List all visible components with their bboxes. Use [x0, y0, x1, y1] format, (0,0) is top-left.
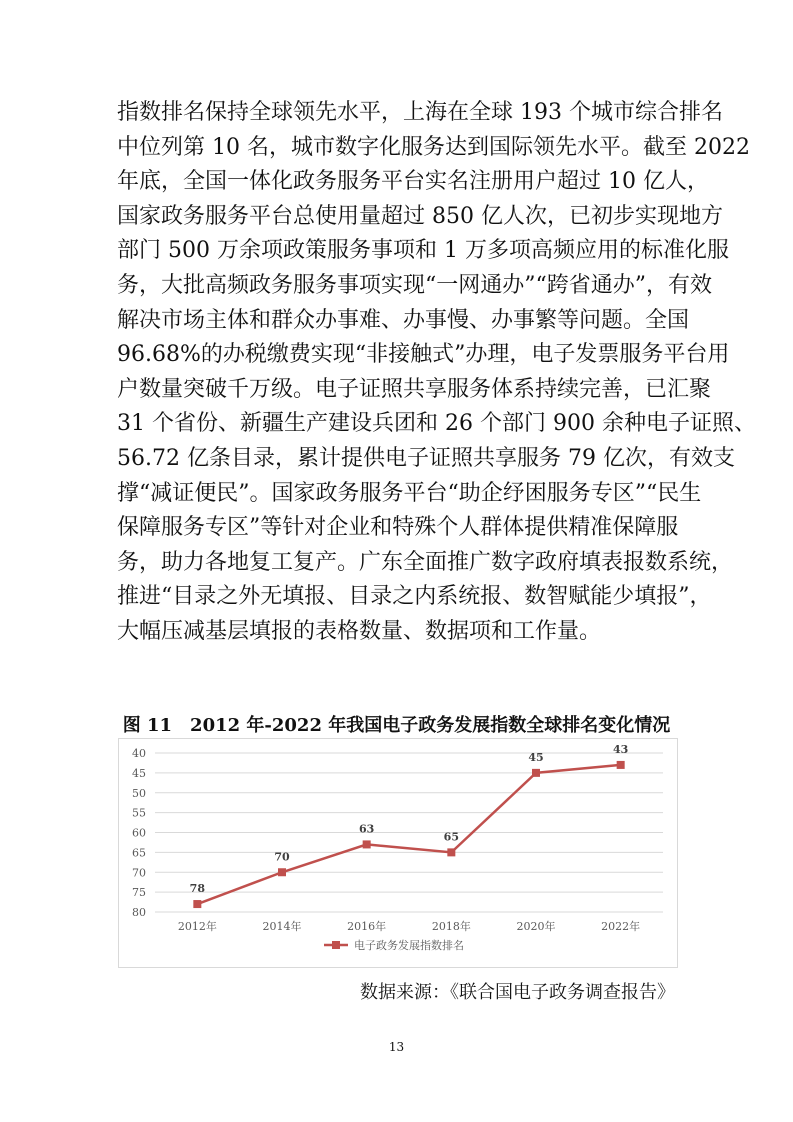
legend-label: 电子政务发展指数排名	[354, 939, 464, 952]
data-point	[532, 769, 540, 777]
x-tick-label: 2012年	[177, 920, 217, 933]
y-tick-label: 45	[132, 766, 146, 780]
figure-title: 图 11 2012 年-2022 年我国电子政务发展指数全球排名变化情况	[122, 715, 671, 736]
paragraph-line: 56.72 亿条目录，累计提供电子证照共享服务 79 亿次，有效支	[117, 445, 735, 471]
paragraph-line: 指数排名保持全球领先水平，上海在全球 193 个城市综合排名	[117, 100, 723, 125]
data-point	[447, 848, 455, 856]
y-tick-label: 80	[132, 906, 146, 919]
data-point	[363, 840, 371, 848]
data-label: 45	[528, 750, 544, 764]
paragraph-line: 解决市场主体和群众办事难、办事慢、办事繁等问题。全国	[117, 307, 690, 333]
paragraph-line: 务，助力各地复工复产。广东全面推广数字政府填表报数系统，	[117, 549, 734, 575]
y-tick-label: 60	[132, 826, 146, 840]
paragraph-line: 部门 500 万余项政策服务事项和 1 万多项高频应用的标准化服	[117, 238, 729, 264]
chart-frame	[118, 738, 678, 968]
legend-marker	[332, 941, 340, 949]
data-point	[617, 761, 625, 769]
y-tick-label: 75	[132, 886, 146, 900]
paragraph-line: 31 个省份、新疆生产建设兵团和 26 个部门 900 余种电子证照、	[117, 411, 756, 437]
paragraph-line: 推进“目录之外无填报、目录之内系统报、数智赋能少填报”，	[117, 584, 712, 610]
series-line	[197, 765, 620, 904]
data-label: 63	[359, 822, 375, 836]
paragraph-line: 保障服务专区”等针对企业和特殊个人群体提供精准保障服	[117, 515, 679, 541]
x-tick-label: 2016年	[347, 920, 387, 933]
x-tick-label: 2014年	[262, 920, 302, 933]
x-tick-label: 2022年	[601, 920, 641, 933]
y-tick-label: 55	[132, 806, 146, 820]
data-point	[193, 900, 201, 908]
paragraph-line: 中位列第 10 名，城市数字化服务达到国际领先水平。截至 2022	[117, 134, 750, 160]
page-number: 13	[388, 1040, 405, 1054]
data-point	[278, 868, 286, 876]
body-paragraph	[117, 96, 756, 650]
paragraph-line: 年底，全国一体化政务服务平台实名注册用户超过 10 亿人，	[117, 169, 709, 195]
rank-line-chart	[119, 739, 677, 967]
data-label: 43	[613, 742, 629, 756]
y-tick-label: 65	[132, 846, 146, 860]
paragraph-line: 务，大批高频政务服务事项实现“一网通办”“跨省通办”，有效	[117, 272, 712, 298]
paragraph-line: 大幅压减基层填报的表格数量、数据项和工作量。	[117, 618, 602, 644]
x-tick-label: 2018年	[431, 920, 471, 933]
paragraph-line: 户数量突破千万级。电子证照共享服务体系持续完善，已汇聚	[117, 376, 712, 402]
x-tick-label: 2020年	[516, 920, 556, 933]
data-label: 65	[443, 830, 459, 844]
data-label: 78	[189, 882, 205, 896]
y-tick-label: 50	[132, 786, 146, 800]
y-tick-label: 40	[132, 747, 146, 760]
paragraph-line: 国家政务服务平台总使用量超过 850 亿人次，已初步实现地方	[117, 203, 723, 229]
paragraph-line: 撑“减证便民”。国家政务服务平台“助企纾困服务专区”“民生	[117, 480, 702, 506]
data-source: 数据来源：《联合国电子政务调查报告》	[360, 982, 675, 1003]
paragraph-line: 96.68%的办税缴费实现“非接触式”办理，电子发票服务平台用	[117, 342, 730, 368]
y-tick-label: 70	[132, 866, 146, 880]
data-label: 70	[274, 850, 290, 864]
